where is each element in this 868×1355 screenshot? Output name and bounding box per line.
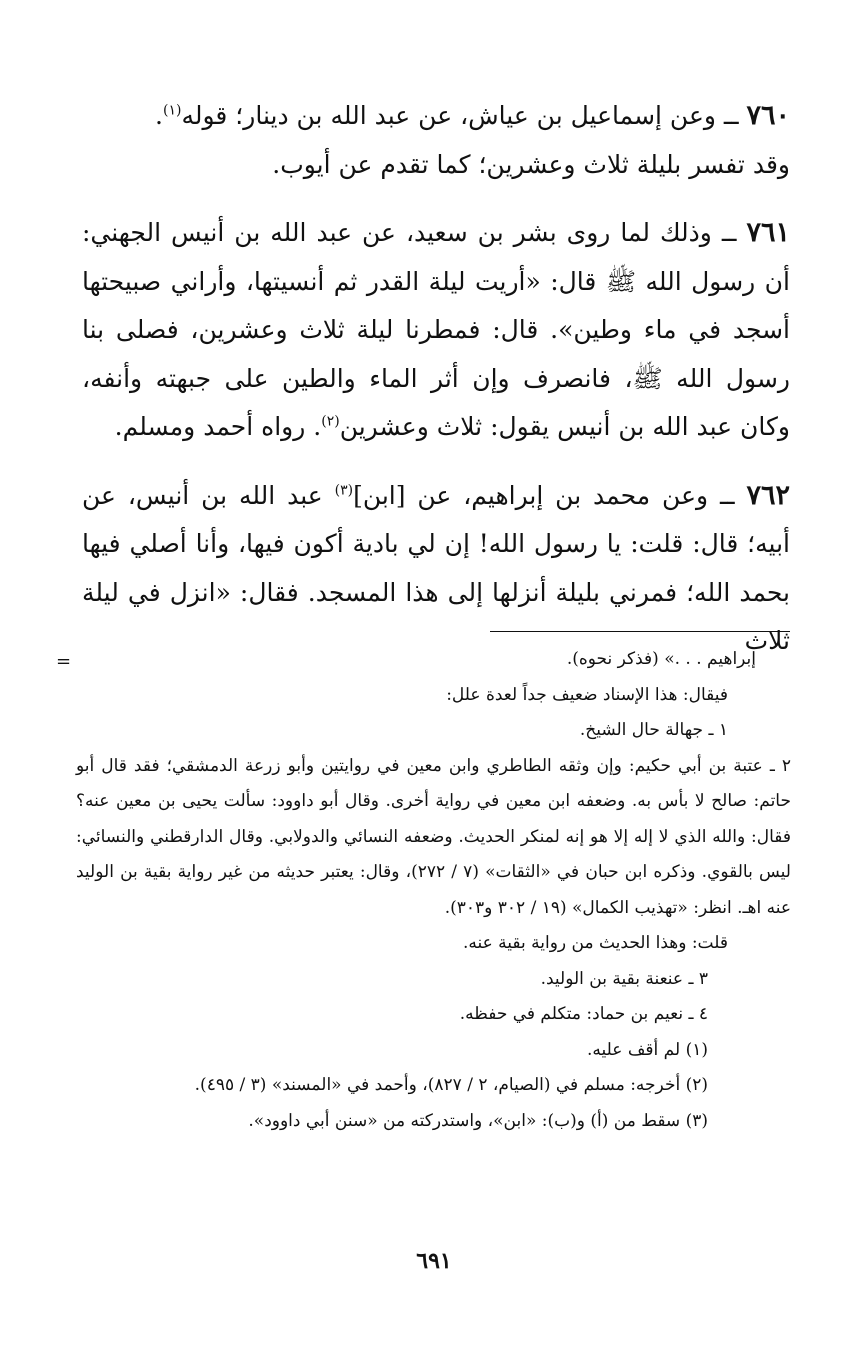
footnote-separator: [490, 631, 790, 632]
footnote-line: ٣ ـ عنعنة بقية بن الوليد.: [540, 968, 708, 989]
paragraph-text: ــ وعن إسماعيل بن عياش، عن عبد الله بن دينار؛ قوله: [181, 101, 747, 130]
paragraph-end: . رواه أحمد ومسلم.: [114, 412, 322, 441]
footnotes: [76, 642, 791, 1139]
paragraph-text: ــ وذلك لما روى بشر بن سعيد، عن عبد الله بن أنيس الجهني: أن رسول الله ﷺ قال: «أريت ليلة القدر ثم أنسيتها، وأراني صبيحتها أسجد في ماء وطين». قال: فمطرنا ليلة ثلاث وعشرين، فصلى بنا رسول الله ﷺ، فانصرف وإن أثر الماء والطين على جبهته وأنفه، وكان عبد الله بن أنيس يقول: ثلاث وعشرين: [82, 218, 790, 441]
footnote-line: قلت: وهذا الحديث من رواية بقية عنه.: [462, 933, 728, 953]
footnote-line: ٢ ـ عتبة بن أبي حكيم: وإن وثقه الطاطري وابن معين في روايتين وأبو زرعة الدمشقي؛ فقد قال أبو حاتم: صالح لا بأس به. وضعفه ابن معين في رواية أخرى. وقال أبو داوود: سألت يحيى بن معين عنه؟ فقال: والله الذي لا إله إلا هو إنه لمنكر الحديث. وضعفه النسائي والدولابي. وقال الدارقطني والنسائي: ليس بالقوي. وذكره ابن حبان في «الثقات» (٧ / ٢٧٢)، وقال: يعتبر حديثه من غير رواية بقية بن الوليد عنه اهـ. انظر: «تهذيب الكمال» (١٩ / ٣٠٢ و٣٠٣).: [76, 755, 791, 918]
footnote-line: فيقال: هذا الإسناد ضعيف جداً لعدة علل:: [446, 684, 728, 705]
hadith-number: ٧٦٢: [746, 479, 791, 511]
footnote-ref: (٣): [334, 482, 354, 499]
paragraph-760: [82, 92, 790, 141]
hadith-number: ٧٦١: [746, 217, 790, 248]
footnote-line: ٤ ـ نعيم بن حماد: متكلم في حفظه.: [459, 1004, 708, 1024]
main-text: [82, 92, 790, 666]
paragraph-762: [82, 472, 790, 666]
footnote-2: (٢) أخرجه: مسلم في (الصيام، ٢ / ٨٢٧)، وأحمد في «المسند» (٣ / ٤٩٥).: [194, 1075, 708, 1095]
footnote-line: ١ ـ جهالة حال الشيخ.: [579, 720, 728, 740]
paragraph-text-continued: عبد الله بن أنيس، عن أبيه؛ قال: قلت: يا رسول الله! إن لي بادية أكون فيها، وأنا أصلي فيها بحمد الله؛ فمرني بليلة أنزلها إلى هذا المسجد. فقال: «انزل في ليلة ثلاث: [82, 480, 790, 655]
paragraph-end: .: [155, 101, 163, 130]
hadith-number: ٧٦٠: [746, 100, 790, 131]
footnote-line: إبراهيم . . .» (فذكر نحوه).: [566, 649, 756, 669]
continuation-mark: =: [56, 651, 72, 672]
footnote-ref: (١): [163, 102, 182, 119]
paragraph-text: ــ وعن محمد بن إبراهيم، عن [ابن]: [353, 480, 747, 510]
page-number: ٦٩١: [416, 1248, 452, 1274]
footnote-1: (١) لم أقف عليه.: [587, 1039, 708, 1060]
footnote-3: (٣) سقط من (أ) و(ب): «ابن»، واستدركته من «سنن أبي داوود».: [248, 1110, 708, 1131]
paragraph-note: وقد تفسر بليلة ثلاث وعشرين؛ كما تقدم عن أيوب.: [272, 149, 790, 179]
paragraph-761: [82, 209, 790, 452]
footnote-ref: (٢): [321, 413, 340, 430]
